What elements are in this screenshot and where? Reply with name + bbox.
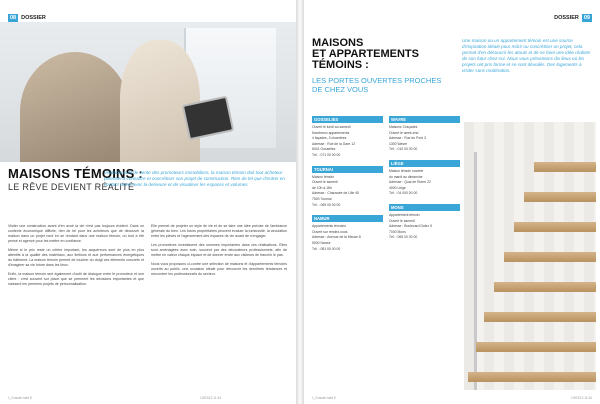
article-lead: Véritable outil de vente des promoteurs immobiliers, la maison témoin doit tout acheteur potentiel à connaître et concrétiser son projet de construction. Rien de tel que d'entrer en contact direct avec la demeure et de visualiser les espaces et volumes. (104, 170, 285, 187)
listing-line: Maison témoin (312, 174, 335, 179)
print-date: 10/03/13 11:34 (200, 396, 222, 400)
page-number: 09 (583, 15, 590, 21)
listing-location: LIÈGE (389, 160, 460, 167)
listing-line: Adresse : Avenue de la Meuse 8 (312, 235, 361, 240)
listing-location: WAVRE (389, 116, 460, 123)
listing-location: TOURNAI (312, 166, 383, 173)
listing-block (312, 116, 383, 158)
photo-person-man (20, 52, 130, 162)
listing-details (389, 123, 460, 152)
listing-line: 5000 Namur (312, 240, 331, 245)
listing-line: Ouvert le week-end (389, 130, 419, 135)
listing-line: du mardi au dimanche (389, 174, 423, 179)
article-title: MAISONS TÉMOINS : (8, 166, 143, 181)
photo-stair-step (476, 342, 596, 352)
photo-stair-step (534, 162, 596, 172)
listing-lead: Une maison ou un appartement témoin est une source d'inspiration idéale pour mûrir ou concrétiser un projet, cela permet d'en découvrir les atouts et de se faire une idée réaliste de son futur chez-soi. Nous vous présentons dix lieux où les projets ont pris forme et se sont dévoilés. Des logements à visiter sans modération. (462, 38, 591, 73)
listings-column-2 (389, 116, 460, 259)
listing-details (312, 222, 383, 251)
page-number: 08 (10, 15, 17, 21)
listing-line: Tél. : 04 000 00 00 (389, 191, 418, 196)
listing-heading (312, 38, 452, 94)
article-subtitle: LE RÊVE DEVIENT RÉALITÉ (8, 182, 135, 192)
listing-line: Adresse : Rue du Pont 3 (389, 136, 426, 141)
photo-stair-step (514, 222, 596, 232)
listing-line: 7500 Tournai (312, 196, 332, 201)
listings-column-1 (312, 116, 383, 259)
photo-stair-step (504, 252, 596, 262)
title-line: MAISONS (312, 37, 364, 49)
listing-line: Tél. : 081 00 00 00 (312, 246, 341, 251)
listing-block (389, 116, 460, 152)
listing-line: Adresse : Chaussée de Lille 45 (312, 191, 359, 196)
listing-line: 6041 Gosselies (312, 147, 336, 152)
listing-location: NAMUR (312, 215, 383, 222)
photo-person-woman (120, 40, 200, 162)
listing-location: GOSSELIES (312, 116, 383, 123)
listing-details (389, 211, 460, 240)
title-line: ET APPARTEMENTS (312, 48, 419, 60)
section-tag-right (554, 14, 592, 22)
article-column-2 (151, 224, 287, 291)
listing-line: 1300 Wavre (389, 141, 408, 146)
listing-line: Tél. : 065 00 00 00 (389, 235, 418, 240)
section-tag-left (8, 14, 46, 22)
listing-line: Nombreux appartements (312, 130, 350, 135)
listing-line: Tél. : 069 00 00 00 (312, 202, 341, 207)
title-line: TÉMOINS : (312, 59, 369, 71)
left-page (0, 0, 296, 404)
listing-line: Maisons 3 façades (389, 125, 418, 129)
listing-line: Adresse : Rue de la Gare 12 (312, 141, 355, 146)
section-label: DOSSIER (21, 15, 46, 21)
listing-line: Ouvert le lundi au samedi (312, 125, 351, 129)
listing-details (312, 123, 383, 158)
listing-line: de 10h à 18h (312, 185, 332, 190)
listing-line: Ouvert sur rendez-vous (312, 229, 348, 234)
listing-block (312, 166, 383, 208)
paragraph: Enfin, la maison témoin sert également d'outil de dialogue entre le promoteur et son client : c'est souvent sur place que se prennent les décisions importantes et que naissent les premiers projets de personnalisation. (8, 272, 144, 286)
print-slug: 1_Dossier.indd 8 (8, 396, 32, 400)
listing-line: Ouvert le samedi (389, 218, 415, 223)
photo-stair-step (494, 282, 596, 292)
photo-stair-step (524, 192, 596, 202)
right-page (304, 0, 600, 404)
listing-line: Adresse : Quai de Rome 22 (389, 180, 431, 185)
listing-block (312, 215, 383, 251)
listing-location: MONS (389, 204, 460, 211)
article-columns (8, 224, 288, 291)
showroom-photo (0, 22, 296, 162)
listing-line: Appartement témoin (389, 212, 420, 217)
listing-details (389, 167, 460, 196)
listing-line: Adresse : Boulevard Dolez 5 (389, 224, 432, 229)
section-label: DOSSIER (554, 15, 579, 21)
listing-line: 7000 Mons (389, 229, 406, 234)
print-slug: 1_Dossier.indd 9 (312, 396, 336, 400)
photo-stair-step (484, 312, 596, 322)
paragraph: Même si le prix reste un critère important, les acquéreurs sont de plus en plus attentifs à la qualité des matériaux, aux finitions et aux performances énergétiques du bâtiment. La maison témoin permet de toucher du doigt ces éléments concrets et d'imaginer sa vie future dans les lieux. (8, 248, 144, 267)
paragraph: Elle permet de projeter un style de vie et de se faire une idée précise de l'ambiance générale du bien. Les futurs propriétaires peuvent évaluer la luminosité, la circulation entre les pièces et l'agencement des espaces de vie avant de s'engager. (151, 224, 287, 238)
paragraph: Les promoteurs investissent des sommes importantes dans ces réalisations. Elles sont aménagées avec soin, souvent par des décorateurs professionnels, afin de mettre en valeur chaque espace et de donner envie aux visiteurs de franchir le pas. (151, 243, 287, 257)
page-gutter (296, 0, 304, 404)
photo-stair-step (468, 372, 596, 382)
listing-subtitle: LES PORTES OUVERTES PROCHES DE CHEZ VOUS (312, 76, 442, 94)
paragraph: Nous vous proposons ci-contre une sélection de maisons et d'appartements témoins ouverts au public, une occasion idéale pour découvrir les dernières tendances et rencontrer les professionnels du secteur. (151, 262, 287, 276)
listing-line: Tél. : 071 00 00 00 (312, 152, 341, 157)
article-column-1 (8, 224, 144, 291)
print-date: 10/03/13 11:34 (570, 396, 592, 400)
listing-line: Ouvert le samedi (312, 180, 338, 185)
listing-block (389, 160, 460, 196)
listing-line: Tél. : 010 00 00 00 (389, 147, 418, 152)
staircase-photo (464, 122, 596, 390)
listing-details (312, 173, 383, 208)
listing-line: Maison témoin ouverte (389, 168, 424, 173)
listing-line: 4 façades, 3 chambres (312, 136, 347, 141)
paragraph: Visiter une construction avant d'en avoir la clé n'est pas toujours évident. Dans un contexte économique difficile, rien de tel pour les acheteurs que de découvrir la maison dans un projet neuf en se rendant dans une maison témoin, où tout a été pensé et agencé pour les mettre en confiance. (8, 224, 144, 243)
listing-line: Appartements témoins (312, 224, 346, 229)
listing-block (389, 204, 460, 240)
listings (312, 116, 460, 259)
listing-line: 4000 Liège (389, 185, 406, 190)
photo-handrail (474, 152, 477, 390)
listing-title (312, 38, 452, 71)
